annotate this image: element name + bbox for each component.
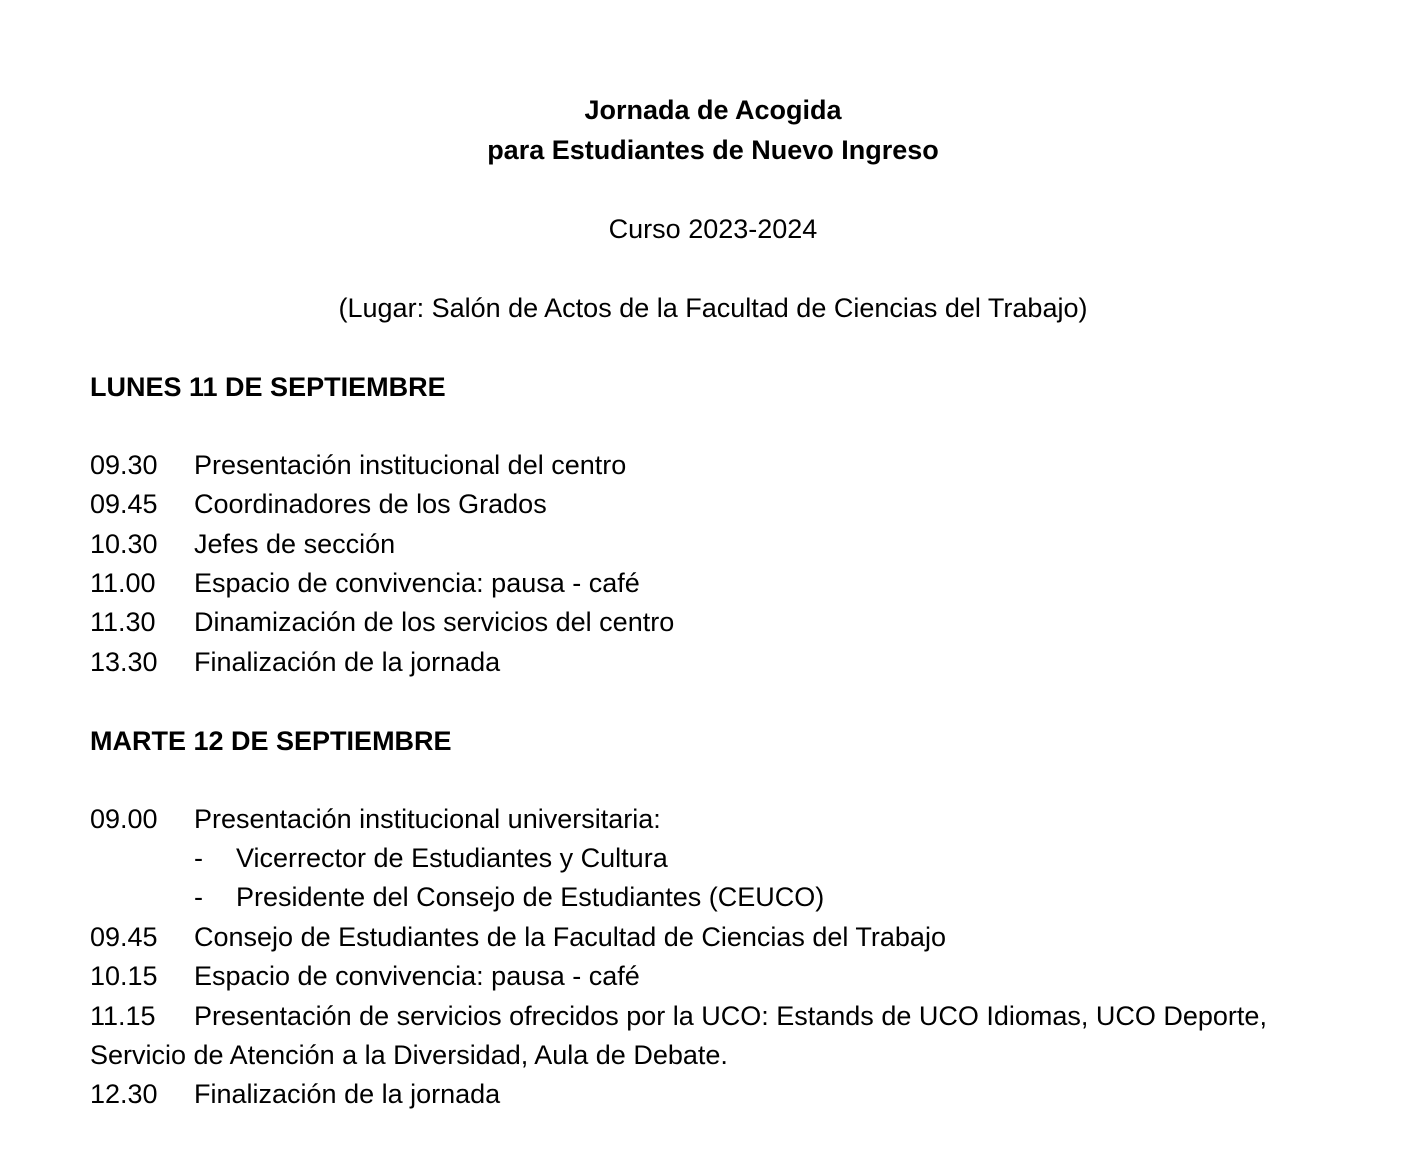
schedule-text: Espacio de convivencia: pausa - café [194, 568, 640, 598]
schedule-time: 13.30 [90, 647, 158, 677]
sub-item-text: Vicerrector de Estudiantes y Cultura [236, 843, 668, 873]
schedule-time: 09.30 [90, 450, 158, 480]
schedule-text: Coordinadores de los Grados [194, 489, 547, 519]
schedule-time: 09.45 [90, 489, 158, 519]
schedule-row [0, 445, 1402, 485]
schedule-text: Espacio de convivencia: pausa - café [194, 961, 640, 991]
location-label: (Lugar: Salón de Actos de la Facultad de Ciencias del Trabajo) [338, 293, 1088, 323]
schedule-row [0, 917, 1402, 957]
bullet-dash: - [194, 882, 203, 912]
sub-list-item [0, 877, 1402, 917]
schedule-time: 11.00 [90, 568, 156, 598]
schedule-row [0, 1074, 1402, 1114]
schedule-text: Presentación de servicios ofrecidos por la UCO: Estands de UCO Idiomas, UCO Deporte, [194, 1001, 1267, 1031]
schedule-text: Consejo de Estudiantes de la Facultad de Ciencias del Trabajo [194, 922, 946, 952]
schedule-row [0, 484, 1402, 524]
schedule-text-continuation: Servicio de Atención a la Diversidad, Aula de Debate. [90, 1040, 728, 1070]
day1-heading: LUNES 11 DE SEPTIEMBRE [90, 372, 446, 402]
schedule-row [0, 799, 1402, 839]
schedule-text: Dinamización de los servicios del centro [194, 607, 675, 637]
schedule-time: 10.15 [90, 961, 158, 991]
schedule-row [0, 602, 1402, 642]
schedule-text: Presentación institucional del centro [194, 450, 627, 480]
schedule-row [0, 563, 1402, 603]
title-line-2: para Estudiantes de Nuevo Ingreso [487, 135, 939, 165]
schedule-time: 11.15 [90, 1001, 156, 1031]
schedule-text: Jefes de sección [194, 529, 396, 559]
schedule-row [0, 642, 1402, 682]
schedule-text: Presentación institucional universitaria: [194, 804, 661, 834]
bullet-dash: - [194, 843, 203, 873]
schedule-text: Finalización de la jornada [194, 1079, 501, 1109]
schedule-text: Finalización de la jornada [194, 647, 501, 677]
schedule-row [0, 956, 1402, 996]
sub-item-text: Presidente del Consejo de Estudiantes (CEUCO) [236, 882, 825, 912]
title-line-1: Jornada de Acogida [584, 95, 842, 125]
schedule-row [0, 996, 1402, 1036]
schedule-time: 12.30 [90, 1079, 158, 1109]
schedule-time: 09.00 [90, 804, 158, 834]
course-label: Curso 2023-2024 [608, 214, 818, 244]
schedule-row [0, 524, 1402, 564]
schedule-time: 10.30 [90, 529, 158, 559]
day2-heading: MARTE 12 DE SEPTIEMBRE [90, 726, 452, 756]
sub-list-item [0, 838, 1402, 878]
schedule-time: 11.30 [90, 607, 156, 637]
schedule-time: 09.45 [90, 922, 158, 952]
